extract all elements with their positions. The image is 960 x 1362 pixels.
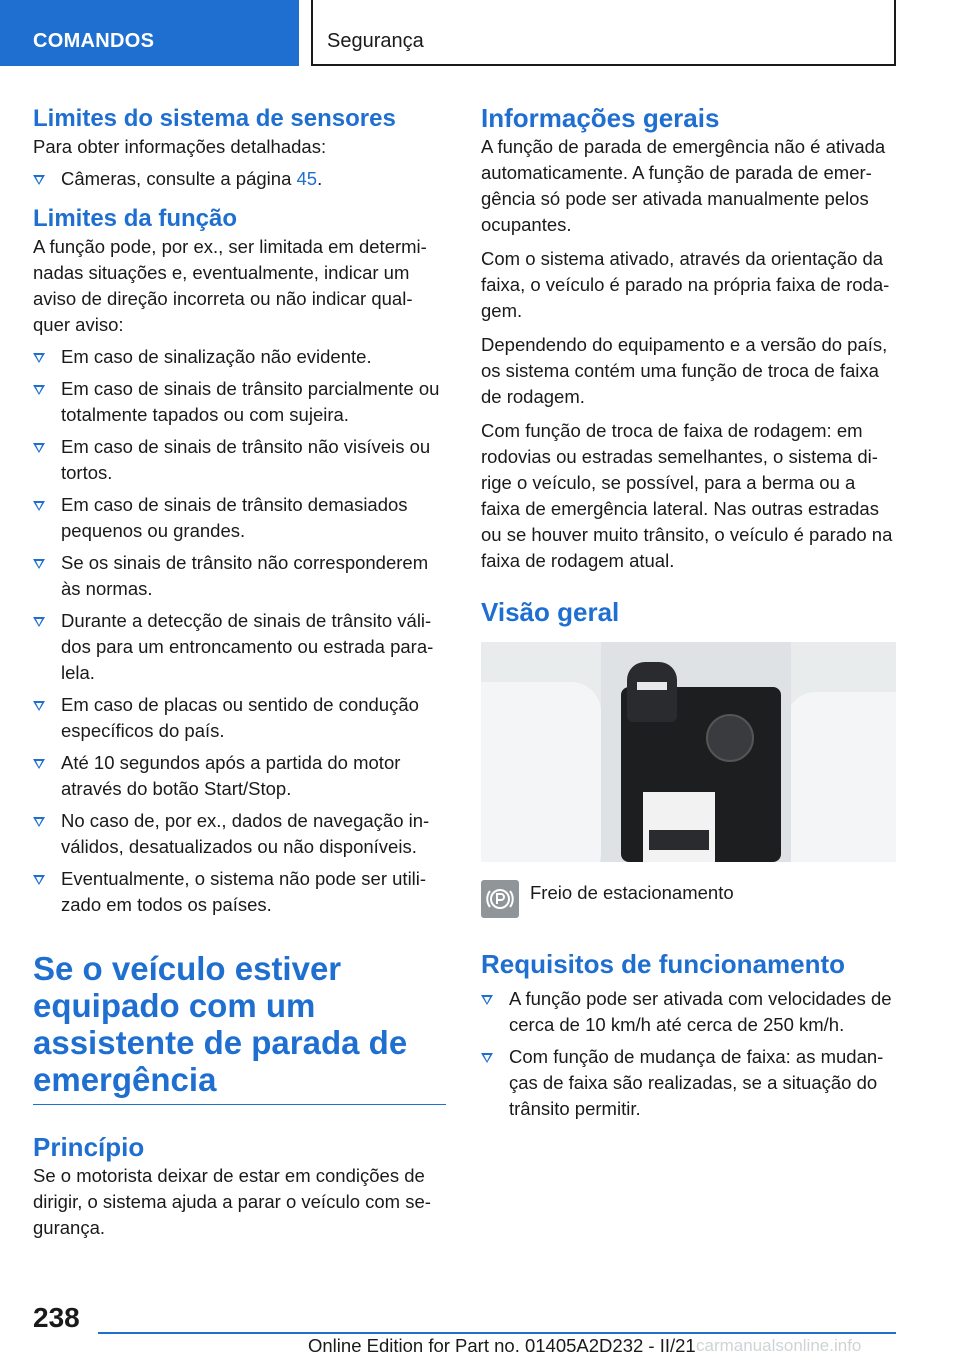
overview-heading: Visão geral [481, 597, 620, 627]
watermark: carmanualsonline.info [696, 1336, 862, 1355]
list-item: No caso de, por ex., dados de navegação in-válidos, desatualizados ou não disponíveis. [33, 808, 446, 860]
sensor-limits-list [33, 166, 446, 192]
console-photo [481, 642, 896, 862]
bullet-triangle-icon [33, 175, 45, 185]
requirements-heading: Requisitos de funcionamento [481, 949, 846, 979]
parking-brake-icon [481, 880, 519, 918]
chapter-header [311, 0, 896, 66]
list-item: Em caso de sinais de trânsito parcialmente ou totalmente tapados ou com sujeira. [33, 376, 446, 428]
list-item: Até 10 segundos após a partida do motor através do botão Start/Stop. [33, 750, 446, 802]
bullet-triangle-icon [33, 759, 45, 769]
edition-text: Online Edition for Part no. 01405A2D232 - II/21 [308, 1335, 696, 1356]
bullet-triangle-icon [33, 385, 45, 395]
bullet-triangle-icon [33, 617, 45, 627]
right-column [481, 100, 896, 1128]
bullet-triangle-icon [33, 443, 45, 453]
bullet-triangle-icon [33, 501, 45, 511]
page-link[interactable]: 45 [296, 168, 318, 189]
chapter-heading: Se o veículo estiver equipado com um assistente de parada de emergência [33, 950, 446, 1105]
left-column [33, 100, 446, 1241]
chapter-title: Segurança [327, 30, 424, 52]
general-info-heading: Informações gerais [481, 103, 720, 133]
bullet-triangle-icon [481, 995, 493, 1005]
function-limits-list [33, 344, 446, 918]
parking-brake-switch-image [649, 830, 709, 850]
list-item: Em caso de sinais de trânsito demasiados pequenos ou grandes. [33, 492, 446, 544]
bullet-triangle-icon [33, 559, 45, 569]
list-item: Se os sinais de trânsito não corresponderem às normas. [33, 550, 446, 602]
legend-row [481, 880, 896, 920]
bullet-triangle-icon [33, 875, 45, 885]
page-number: 238 [33, 1302, 80, 1333]
general-paragraph: Com função de troca de faixa de rodagem: em rodovias ou estradas semelhantes, o sistema di-rige o veículo, se possível, para a berma ou a faixa de emergência lateral. Nas outras estradas ou se houver muito trânsito, o veículo é parado na faixa de rodagem atual. [481, 420, 893, 571]
list-item: Câmeras, consulte a página 45. [33, 166, 446, 192]
general-paragraph: Dependendo do equipamento e a versão do país, os sistema contém uma função de troca de faixa de rodagem. [481, 334, 888, 407]
page-header [0, 0, 960, 66]
bullet-triangle-icon [33, 701, 45, 711]
principle-heading: Princípio [33, 1132, 145, 1162]
bullet-triangle-icon [33, 817, 45, 827]
sensor-limits-heading: Limites do sistema de sensores [33, 105, 396, 132]
principle-text: Se o motorista deixar de estar em condições de dirigir, o sistema ajuda a parar o veículo com se-gurança. [33, 1165, 431, 1238]
general-paragraph: Com o sistema ativado, através da orientação da faixa, o veículo é parado na própria faixa de roda-gem. [481, 248, 890, 321]
bullet-triangle-icon [481, 1053, 493, 1063]
general-paragraph: A função de parada de emergência não é ativada automaticamente. A função de parada de emer-gência só pode ser ativada manualmente pelos ocupantes. [481, 136, 886, 235]
section-tab[interactable] [0, 0, 299, 66]
bullet-triangle-icon [33, 353, 45, 363]
section-label: COMANDOS [33, 30, 155, 52]
sensor-limits-intro: Para obter informações detalhadas: [33, 136, 327, 157]
list-item: Em caso de sinais de trânsito não visíveis ou tortos. [33, 434, 446, 486]
footer-divider [98, 1332, 896, 1334]
list-item: Eventualmente, o sistema não pode ser utili-zado em todos os países. [33, 866, 446, 918]
function-limits-intro: A função pode, por ex., ser limitada em determi-nadas situações e, eventualmente, indicar um aviso de direção incorreta ou não indicar qual-quer aviso: [33, 236, 427, 335]
function-limits-heading: Limites da função [33, 205, 238, 232]
list-item: Em caso de placas ou sentido de condução específicos do país. [33, 692, 446, 744]
legend-label: Freio de estacionamento [530, 882, 734, 903]
controller-knob-image [706, 714, 754, 762]
list-item: A função pode ser ativada com velocidades de cerca de 10 km/h até cerca de 250 km/h. [481, 986, 896, 1038]
gear-selector-image [627, 662, 677, 722]
requirements-list [481, 986, 896, 1122]
list-item: Em caso de sinalização não evidente. [33, 344, 446, 370]
list-item: Com função de mudança de faixa: as mudan-ças de faixa são realizadas, se a situação do trânsito permitir. [481, 1044, 896, 1122]
list-item: Durante a detecção de sinais de trânsito váli-dos para um entroncamento ou estrada para-lela. [33, 608, 446, 686]
